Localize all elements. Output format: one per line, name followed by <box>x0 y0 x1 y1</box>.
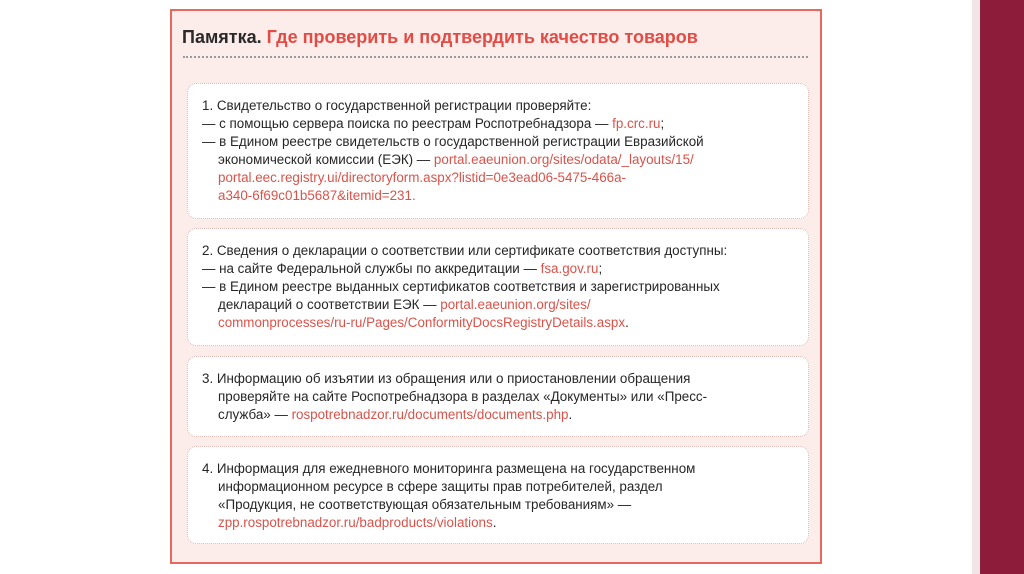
item-4-heading: 4. Информация для ежедневного мониторинга размещена на государственном <box>202 461 696 476</box>
item-2-line-2-text: — на сайте Федеральной службы по аккредитации — <box>202 261 541 276</box>
item-2-line-3: — в Едином реестре выданных сертификатов соответствия и зарегистрированных <box>202 279 720 294</box>
title-main: Где проверить и подтвердить качество товаров <box>266 27 698 47</box>
info-box-3 <box>187 356 809 437</box>
item-3-link-rospotrebnadzor[interactable]: rospotrebnadzor.ru/documents/documents.php <box>291 407 569 422</box>
item-1-line-2-end: ; <box>660 116 665 131</box>
item-3-line-3-end: . <box>568 407 573 422</box>
item-2-line-4-text: деклараций о соответствии ЕЭК — <box>218 297 441 312</box>
info-box-2 <box>187 228 809 346</box>
item-1-heading: 1. Свидетельство о государственной регистрации проверяйте: <box>202 98 592 113</box>
item-2-heading: 2. Сведения о декларации о соответствии или сертификате соответствия доступны: <box>202 243 728 258</box>
item-2-link-portal-a[interactable]: portal.eaeunion.org/sites/ <box>440 297 591 312</box>
right-decorative-strip <box>980 0 1024 574</box>
item-3-line-2: проверяйте на сайте Роспотребнадзора в разделах «Документы» или «Пресс- <box>218 389 708 404</box>
title-prefix: Памятка. <box>182 27 262 47</box>
item-3-heading: 3. Информацию об изъятии из обращения или о приостановлении обращения <box>202 371 691 386</box>
item-4-line-4-end: . <box>492 515 497 530</box>
item-1-link-fp[interactable]: fp.crc.ru <box>612 116 661 131</box>
item-1-line-2-text: — с помощью сервера поиска по реестрам Роспотребнадзора — <box>202 116 613 131</box>
item-2-line-5-end: . <box>625 315 629 330</box>
item-1-link-portal-c[interactable]: a340-6f69c01b5687&itemid=231. <box>218 188 416 203</box>
item-4-line-2: информационном ресурсе в сфере защиты прав потребителей, раздел <box>218 479 663 494</box>
title-divider <box>183 56 808 58</box>
item-2-line-2-end: ; <box>598 261 603 276</box>
right-strip-light <box>972 0 980 574</box>
page-title <box>182 27 698 48</box>
item-4-line-3: «Продукция, не соответствующая обязательным требованиям» — <box>218 497 632 512</box>
item-2-link-fsa[interactable]: fsa.gov.ru <box>540 261 599 276</box>
item-1-line-3: — в Едином реестре свидетельств о государственной регистрации Евразийской <box>202 134 704 149</box>
item-1-link-portal-b[interactable]: portal.eec.registry.ui/directoryform.aspx?listid=0e3ead06-5475-466a- <box>218 170 627 185</box>
item-4-link-zpp[interactable]: zpp.rospotrebnadzor.ru/badproducts/violations <box>218 515 493 530</box>
item-1-line-4-text: экономической комиссии (ЕЭК) — <box>218 152 434 167</box>
info-box-1 <box>187 83 809 219</box>
item-2-link-portal-b[interactable]: commonprocesses/ru-ru/Pages/ConformityDocsRegistryDetails.aspx <box>218 315 626 330</box>
info-box-4 <box>187 446 809 544</box>
item-3-line-3-text: служба» — <box>218 407 292 422</box>
item-1-link-portal-a[interactable]: portal.eaeunion.org/sites/odata/_layouts/15/ <box>433 152 694 167</box>
